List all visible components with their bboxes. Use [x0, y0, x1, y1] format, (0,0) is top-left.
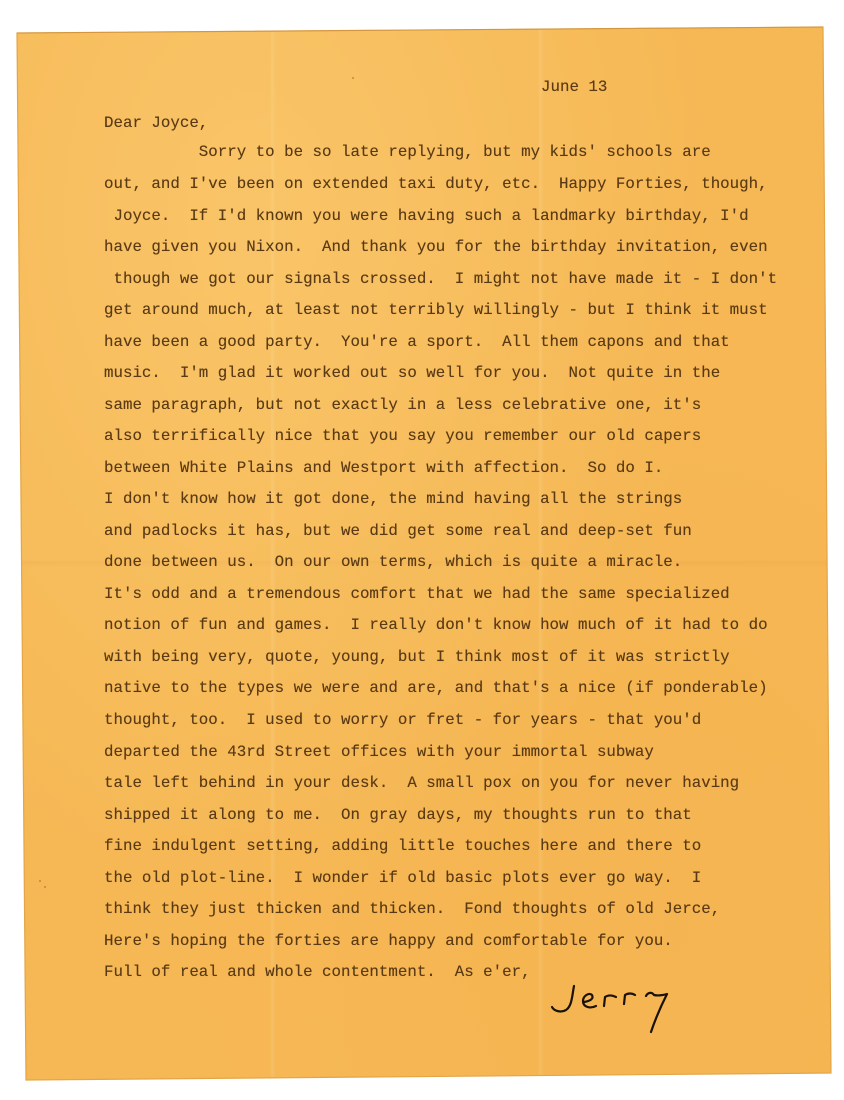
- letter-line: thought, too. I used to worry or fret - for years - that you'd: [104, 711, 702, 729]
- letter-line: out, and I've been on extended taxi duty, etc. Happy Forties, though,: [104, 175, 768, 193]
- letter-line: have given you Nixon. And thank you for the birthday invitation, even: [104, 238, 768, 256]
- letter-line: have been a good party. You're a sport. All them capons and that: [104, 333, 730, 351]
- letter-salutation: Dear Joyce,: [104, 114, 209, 132]
- letter-line: native to the types we were and are, and that's a nice (if ponderable): [104, 679, 768, 697]
- letter-line: the old plot-line. I wonder if old basic plots ever go way. I: [104, 869, 702, 887]
- letter-line: notion of fun and games. I really don't know how much of it had to do: [104, 616, 768, 634]
- letter-line: same paragraph, but not exactly in a less celebrative one, it's: [104, 396, 702, 414]
- letter-line: Joyce. If I'd known you were having such a landmarky birthday, I'd: [104, 207, 749, 225]
- letter-line: fine indulgent setting, adding little touches here and there to: [104, 837, 702, 855]
- letter-line: music. I'm glad it worked out so well for you. Not quite in the: [104, 364, 721, 382]
- letter-line: done between us. On our own terms, which is quite a miracle.: [104, 553, 683, 571]
- letter-line: Full of real and whole contentment. As e'er,: [104, 963, 531, 981]
- letter-line: I don't know how it got done, the mind having all the strings: [104, 490, 683, 508]
- letter-date: June 13: [541, 78, 608, 96]
- handwritten-signature: [548, 980, 718, 1050]
- letter-line: and padlocks it has, but we did get some real and deep-set fun: [104, 522, 692, 540]
- letter-line: departed the 43rd Street offices with your immortal subway: [104, 743, 654, 761]
- letter-line: tale left behind in your desk. A small pox on you for never having: [104, 774, 740, 792]
- letter-line: between White Plains and Westport with affection. So do I.: [104, 459, 664, 477]
- letter-line: get around much, at least not terribly willingly - but I think it must: [104, 301, 768, 319]
- letter-line: though we got our signals crossed. I might not have made it - I don't: [104, 270, 778, 288]
- letter-line: also terrifically nice that you say you remember our old capers: [104, 427, 702, 445]
- letter-line: shipped it along to me. On gray days, my thoughts run to that: [104, 806, 692, 824]
- letter-line: It's odd and a tremendous comfort that we had the same specialized: [104, 585, 730, 603]
- letter-line: Here's hoping the forties are happy and comfortable for you.: [104, 932, 673, 950]
- letter-line: with being very, quote, young, but I think most of it was strictly: [104, 648, 730, 666]
- letter-line: think they just thicken and thicken. Fond thoughts of old Jerce,: [104, 900, 721, 918]
- letter-line: Sorry to be so late replying, but my kids' schools are: [104, 143, 711, 161]
